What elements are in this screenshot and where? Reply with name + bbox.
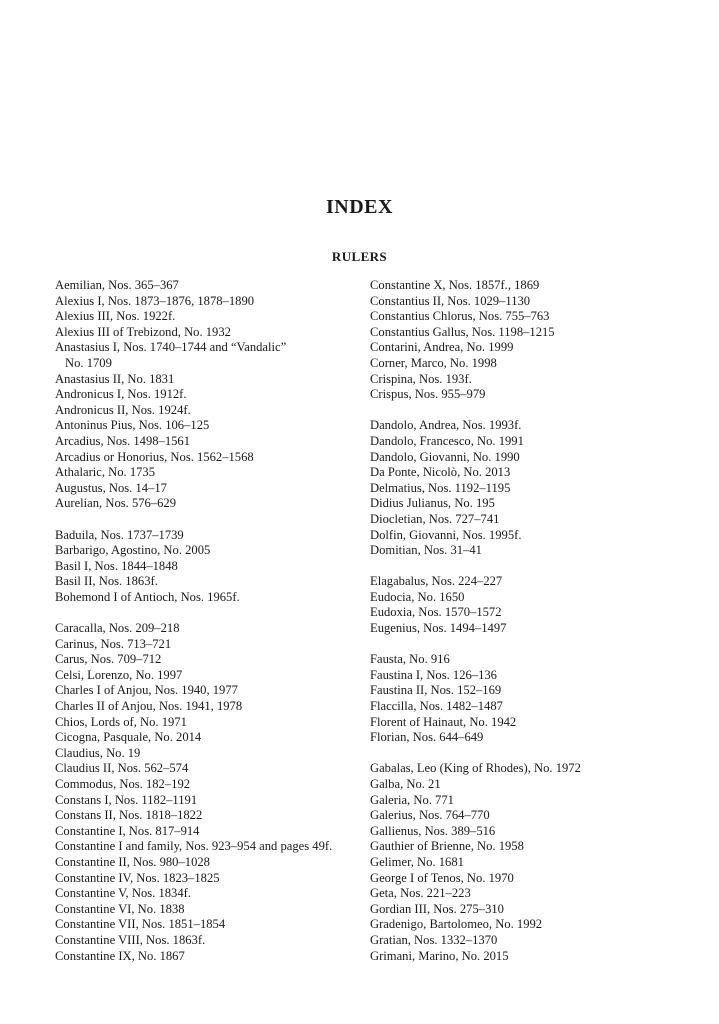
index-entry: Gratian, Nos. 1332–1370 <box>370 932 498 947</box>
index-entry-continuation: No. 1709 <box>65 355 112 370</box>
index-entry: Constantine VIII, Nos. 1863f. <box>55 932 206 947</box>
index-entry: Dandolo, Francesco, No. 1991 <box>370 433 524 448</box>
letter-group-separator <box>370 559 670 575</box>
index-entry: Alexius III of Trebizond, No. 1932 <box>55 324 231 339</box>
letter-group-separator <box>370 403 670 419</box>
index-entry: Gallienus, Nos. 389–516 <box>370 823 496 838</box>
index-entry: Fausta, No. 916 <box>370 652 450 667</box>
index-entry: Delmatius, Nos. 1192–1195 <box>370 480 511 495</box>
index-entry: Constantius Gallus, Nos. 1198–1215 <box>370 324 555 339</box>
index-entry: Gelimer, No. 1681 <box>370 854 464 869</box>
index-entry: Crispus, Nos. 955–979 <box>370 387 486 402</box>
letter-group-separator <box>370 746 670 762</box>
index-entry: Diocletian, Nos. 727–741 <box>370 511 500 526</box>
letter-group-separator <box>55 512 355 528</box>
index-entry: Cicogna, Pasquale, No. 2014 <box>55 730 202 745</box>
index-entry: Constantine I and family, Nos. 923–954 and pages 49f. <box>55 839 333 854</box>
index-entry: Commodus, Nos. 182–192 <box>55 777 191 791</box>
index-entry: Galerius, Nos. 764–770 <box>370 808 490 823</box>
index-entry: Crispina, Nos. 193f. <box>370 371 472 386</box>
index-column-left <box>55 278 355 964</box>
index-entry: Dolfin, Giovanni, Nos. 1995f. <box>370 527 522 542</box>
index-entry: Athalaric, No. 1735 <box>55 465 156 480</box>
index-entry: Barbarigo, Agostino, No. 2005 <box>55 543 211 558</box>
index-entry: Chios, Lords of, No. 1971 <box>55 714 187 729</box>
index-entry: Constantine IV, Nos. 1823–1825 <box>55 870 220 885</box>
index-entry: Gradenigo, Bartolomeo, No. 1992 <box>370 917 543 932</box>
index-entry: Caracalla, Nos. 209–218 <box>55 621 180 636</box>
index-entry: Basil II, Nos. 1863f. <box>55 574 158 589</box>
index-entry: Florian, Nos. 644–649 <box>370 730 484 745</box>
index-entry: Contarini, Andrea, No. 1999 <box>370 340 514 355</box>
index-entry: Basil I, Nos. 1844–1848 <box>55 558 178 573</box>
letter-group-separator <box>370 637 670 653</box>
index-entry: Flaccilla, Nos. 1482–1487 <box>370 699 503 714</box>
index-entry: Arcadius or Honorius, Nos. 1562–1568 <box>55 449 254 464</box>
index-entry: Gabalas, Leo (King of Rhodes), No. 1972 <box>370 761 581 776</box>
index-entry: Faustina II, Nos. 152–169 <box>370 683 502 698</box>
index-entry: Constantine II, Nos. 980–1028 <box>55 854 210 869</box>
index-entry: Anastasius II, No. 1831 <box>55 371 175 386</box>
index-entry: Antoninus Pius, Nos. 106–125 <box>55 418 210 433</box>
index-entry: Galeria, No. 771 <box>370 792 454 807</box>
index-entry: Florent of Hainaut, No. 1942 <box>370 714 517 729</box>
index-entry: Elagabalus, Nos. 224–227 <box>370 574 503 589</box>
index-entry: Bohemond I of Antioch, Nos. 1965f. <box>55 589 240 604</box>
index-entry: Carinus, Nos. 713–721 <box>55 636 172 651</box>
index-entry: Baduila, Nos. 1737–1739 <box>55 527 184 542</box>
index-entry: Alexius I, Nos. 1873–1876, 1878–1890 <box>55 293 255 308</box>
index-entry: Dandolo, Andrea, Nos. 1993f. <box>370 418 522 433</box>
index-entry: Galba, No. 21 <box>370 777 441 791</box>
index-entry: Faustina I, Nos. 126–136 <box>370 667 497 682</box>
index-entry: Grimani, Marino, No. 2015 <box>370 948 509 963</box>
index-entry: Claudius, No. 19 <box>55 745 141 760</box>
index-entry: Aemilian, Nos. 365–367 <box>55 278 179 292</box>
index-entry: Andronicus I, Nos. 1912f. <box>55 387 187 402</box>
index-entry: Constantine V, Nos. 1834f. <box>55 886 191 901</box>
index-entry: Arcadius, Nos. 1498–1561 <box>55 433 191 448</box>
index-entry: Constantius Chlorus, Nos. 755–763 <box>370 309 550 324</box>
index-entry: Constantine IX, No. 1867 <box>55 948 185 963</box>
index-entry: Constantine VII, Nos. 1851–1854 <box>55 917 226 932</box>
index-entry: Domitian, Nos. 31–41 <box>370 543 482 558</box>
index-entry: Claudius II, Nos. 562–574 <box>55 761 189 776</box>
index-entry: Gauthier of Brienne, No. 1958 <box>370 839 524 854</box>
index-entry: Celsi, Lorenzo, No. 1997 <box>55 667 183 682</box>
index-entry: Charles II of Anjou, Nos. 1941, 1978 <box>55 699 243 714</box>
index-entry: Constantius II, Nos. 1029–1130 <box>370 293 531 308</box>
index-entry: Carus, Nos. 709–712 <box>55 652 162 667</box>
index-entry: Aurelian, Nos. 576–629 <box>55 496 177 511</box>
index-entry: Constans I, Nos. 1182–1191 <box>55 792 198 807</box>
index-entry: Augustus, Nos. 14–17 <box>55 480 167 495</box>
index-entry: Constantine I, Nos. 817–914 <box>55 823 200 838</box>
index-entry: Eugenius, Nos. 1494–1497 <box>370 621 507 636</box>
index-entry: Corner, Marco, No. 1998 <box>370 355 497 370</box>
index-entry: Anastasius I, Nos. 1740–1744 and “Vandalic” <box>55 340 287 355</box>
index-entry: Constans II, Nos. 1818–1822 <box>55 808 203 823</box>
index-entry: Constantine VI, No. 1838 <box>55 901 185 916</box>
index-entry: Constantine X, Nos. 1857f., 1869 <box>370 278 540 292</box>
index-column-right <box>370 278 670 964</box>
index-entry: George I of Tenos, No. 1970 <box>370 870 514 885</box>
index-entry: Andronicus II, Nos. 1924f. <box>55 402 191 417</box>
index-entry: Didius Julianus, No. 195 <box>370 496 495 511</box>
section-heading: RULERS <box>331 249 388 264</box>
index-entry: Charles I of Anjou, Nos. 1940, 1977 <box>55 683 238 698</box>
index-entry: Gordian III, Nos. 275–310 <box>370 901 504 916</box>
index-entry: Alexius III, Nos. 1922f. <box>55 309 176 324</box>
index-entry: Dandolo, Giovanni, No. 1990 <box>370 449 520 464</box>
index-entry: Eudocia, No. 1650 <box>370 589 465 604</box>
index-entry: Geta, Nos. 221–223 <box>370 886 471 901</box>
index-entry: Eudoxia, Nos. 1570–1572 <box>370 605 502 620</box>
index-entry: Da Ponte, Nicolò, No. 2013 <box>370 465 511 480</box>
letter-group-separator <box>55 605 355 621</box>
page-title: INDEX <box>326 196 393 218</box>
